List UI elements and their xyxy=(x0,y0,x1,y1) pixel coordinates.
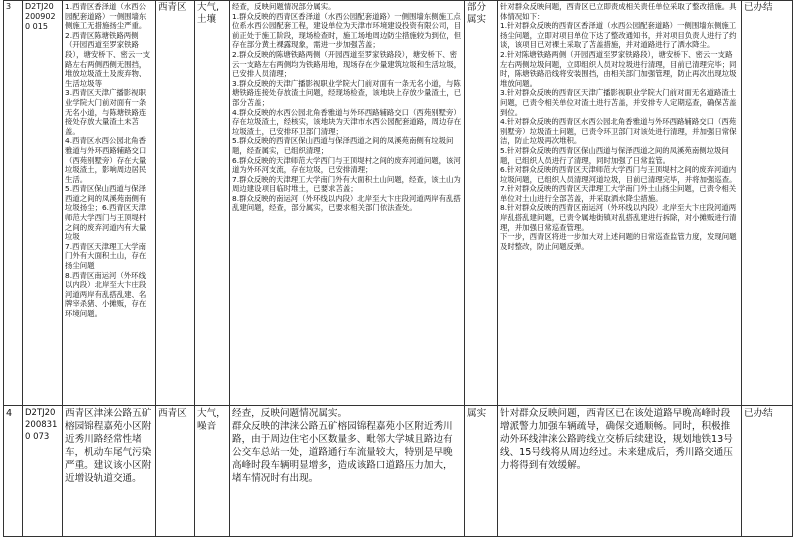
summary-line: 8.西青区南运河（外环线以内段）北岸至大卞庄段河道两岸有乱搭乱建、名牌宰杀猪、小摊贩，存在环境问题。 xyxy=(65,270,147,318)
summary-line: 4.西青区水西公园北角香雅道与外环西路辅路交口（西苑别墅旁）存在大量垃圾渣土，影响周边居民生活。 xyxy=(65,136,147,184)
measure-line: 2.针对陈塘铁路两侧（开园西道至罗家铁路段），塘安桥下、密云一支路左右两侧垃圾问题，立即组织人员对垃圾进行清理，目前已清理完毕；同时，陈塘铁路沿线将安装围挡，由相关部门加强管理，防止再次出现垃圾堆放问题。 xyxy=(500,49,737,88)
measure-line: 6.针对群众反映的西青区天津师范大学西门与王顶堤村之间的废弃河道内垃圾问题，已组织人员清理河道垃圾，目前已清理完毕，并将加强巡查。 xyxy=(500,165,737,184)
detail-line: 6.群众反映的天津师范大学西门与王顶堤村之间的废弃河道问题，该河道为外环河支流，存在垃圾，已安排清理； xyxy=(232,155,461,175)
measure-line: 4.针对群众反映的西青区水西公园北角香雅道与外环西路辅路交口（西苑别墅旁）垃圾渣土问题，已责令环卫部门对该处进行清理，并加强日常保洁，防止垃圾再次堆积。 xyxy=(500,117,737,146)
row-number: 3 xyxy=(4,1,23,406)
complaint-summary xyxy=(63,406,156,537)
summary-line: 2.西青区陈塘铁路两侧（开园西道至罗家铁路段），塘安桥下、密云一支路左右两侧西侧无围挡，堆放垃圾渣土及废弃物、生活垃圾等 xyxy=(65,30,150,88)
measure-line: 下一步，西青区将进一步加大对上述问题的日常巡查监管力度，发现问题及时整改，防止问题反弹。 xyxy=(500,232,737,251)
pollution-type: 大气，噪音 xyxy=(195,406,230,537)
rectification-measures xyxy=(498,406,742,537)
detail-line: 3.群众反映的天津广播影视职业学院大门前对面有一条无名小道，与陈塘铁路连接处存放渣土问题，经现场检查，该地块上存放少量渣土，已部分苫盖； xyxy=(232,78,462,107)
detail-line: 4.群众反映的水西公园北角香雅道与外环西路辅路交口（西苑别墅旁）存在垃圾渣土，经核实，该地块为天津市水西公园配套道路，周边存在垃圾渣土，已安排环卫部门清理； xyxy=(232,107,462,136)
measure-line: 8.针对群众反映的西青区南运河（外环线以内段）北岸至大卞庄段河道两岸乱搭乱建问题，已责令属地街镇对乱搭乱建进行拆除，对小摊贩进行清理，并加强日常巡查管理。 xyxy=(500,203,737,232)
summary-line: 1.西青区香泽道（水西公园配套道路）一侧围墙东侧施工无措施扬尘严重。 xyxy=(65,2,147,31)
table-row xyxy=(4,406,793,537)
measure-line: 针对群众反映问题，西青区已立即责成相关责任单位采取了整改措施。具体情况如下： xyxy=(500,2,737,21)
measure-line: 1.针对群众反映的西青区香泽道（水西公园配套道路）一侧围墙东侧施工扬尘问题，立即对项目单位下达了整改通知书，并对项目负责人进行了约谈，该项目已对裸土采取了苫盖措施，并对道路进行了洒水降尘。 xyxy=(500,21,737,50)
complaint-summary xyxy=(63,1,156,406)
status: 已办结 xyxy=(742,1,793,406)
case-code: D2TJ20 2009020 015 xyxy=(23,1,63,406)
detail-line: 1.群众反映的西青区香泽道（水西公园配套道路）一侧围墙东侧施工点位系水西公园配套工程，建设单位为天津市环境建设投资有限公司，目前正处于施工阶段，现场检查时，施工场地周边防尘措施较为到位，但存在部分黄土裸露现象，需进一步加强苫盖； xyxy=(232,11,462,50)
measure-line: 3.针对群众反映的西青区天津广播影视职业学院大门前对面无名道路渣土问题，已责令相关单位对渣土进行苫盖，并安排专人定期巡查，确保苫盖到位。 xyxy=(500,88,737,117)
measure-line: 针对群众反映问题，西青区已在该处道路早晚高峰时段增派警力加强车辆疏导，确保交通顺畅。同时，积极推动外环线津涞公路跨线立交桥后续建设，规划地铁13号线、15号线将从周边经过。未来建成后，秀川路交通压力将得到有效缓解。 xyxy=(500,408,733,472)
detail-line: 8.群众反映的南运河（外环线以内段）北岸至大卞庄段河道两岸有乱搭乱建问题，经查，部分属实，已要求相关部门依法查处。 xyxy=(232,193,461,213)
verification-result: 部分属实 xyxy=(465,1,498,406)
investigation-details xyxy=(230,1,465,406)
measure-line: 5.针对群众反映的西青区保山西道与保泽西道之间的凤溪苑南侧垃圾问题，已组织人员进行了清理，同时加强了日常监管。 xyxy=(500,145,729,165)
investigation-details xyxy=(230,406,465,537)
case-table xyxy=(3,0,793,537)
summary-line: 西青区津涞公路五矿榕园锦程嘉苑小区附近秀川路经常性堵车，机动车尾气污染严重。建议该小区附近增设轨道交通。 xyxy=(65,408,152,485)
verification-result: 属实 xyxy=(465,406,498,537)
district: 西青区 xyxy=(156,406,195,537)
pollution-type: 大气,土壤 xyxy=(195,1,230,406)
detail-line: 7.群众反映的天津理工大学南门外有大面积土山问题，经查，该土山为周边建设项目临时堆土，已要求苫盖； xyxy=(232,174,461,194)
district: 西青区 xyxy=(156,1,195,406)
detail-line: 2.群众反映的陈塘铁路两侧（开园西道至罗家铁路段），塘安桥下、密云一支路左右两侧均为铁路用地，现场存在少量建筑垃圾和生活垃圾，已安排人员清理； xyxy=(232,49,462,79)
row-number: 4 xyxy=(4,406,23,537)
summary-line: 3.西青区天津广播影视职业学院大门前对面有一条无名小道，与陈塘铁路连接处存放大量渣土未苫盖。 xyxy=(65,88,147,136)
detail-line: 经查，反映问题情况部分属实。 xyxy=(232,2,336,11)
summary-line: 5.西青区保山西道与保泽西道之间的凤溪苑南侧有垃圾扬尘；6.西青区天津师范大学西门与王顶堤村之间的废弃河道内有大量垃圾 xyxy=(65,184,147,242)
rectification-measures xyxy=(498,1,742,406)
measure-line: 7.针对群众反映的西青区天津理工大学南门外土山扬尘问题，已责令相关单位对土山进行全部苫盖，并采取洒水降尘措施。 xyxy=(500,184,737,203)
case-code: D2TJ20 2008310 073 xyxy=(23,406,63,537)
detail-line: 经查，反映问题情况属实。 xyxy=(232,408,348,419)
detail-line: 5.群众反映的西青区保山西道与保泽西道之间的凤溪苑南侧有垃圾问题，经查属实，已组织清理； xyxy=(232,136,454,155)
table-row xyxy=(4,1,793,406)
detail-line: 群众反映的津涞公路五矿榕园锦程嘉苑小区附近秀川路，由于周边住宅小区数量多、毗邻大学城且路边有公交车总站一处，道路通行车流量较大，特别是早晚高峰时段车辆明显增多，造成该路口道路压力加大，堵车情况时有出现。 xyxy=(232,421,453,485)
summary-line: 7.西青区天津理工大学南门外有大面积土山，存在扬尘问题 xyxy=(65,241,147,271)
status: 已办结 xyxy=(742,406,793,537)
